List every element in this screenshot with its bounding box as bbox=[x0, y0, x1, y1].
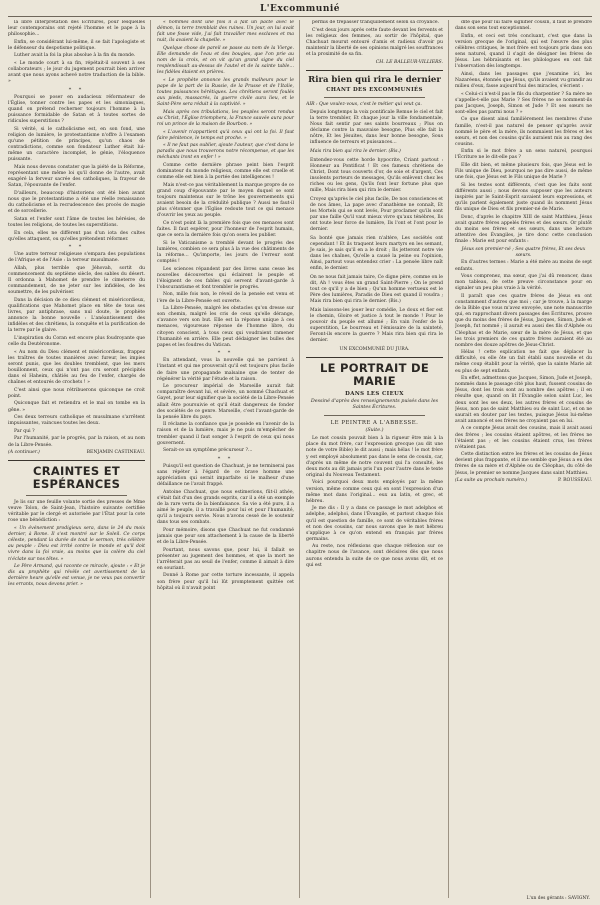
paragraph: Elle dit bien, et même plusieurs fois, que Jésus est le Fils unique de Dieu, pourquoi ne pas dire aussi, de même une fois, que Jésus est le Fils unique de Marie ? bbox=[455, 163, 592, 181]
paragraph: Mais n'est-ce pas véritablement la marque propre de ce grand coup d'épouvante par le moyen duquel se sont toujours maintenus sur le trône les gouvernements qui avaient besoin de la crédulité publique ? Aussi ne faut-il plus s'étonner que l'Église redoute tout ce qui menace d'ouvrir les yeux au peuple. bbox=[157, 182, 294, 219]
masthead: L'Excommunié bbox=[8, 4, 592, 17]
article-note: Dessiné d'après des renseignements puisés dans les Saintes Écritures. bbox=[310, 398, 439, 410]
paragraph: Puisqu'il est question de Chachuat, je ne terminerai pas sans répéter à l'égard de ce brave homme une appréciation qui serait imparfaite si le malheur d'une défaillance ne l'avait frappé. bbox=[157, 463, 294, 488]
author-signature: BENJAMIN CASTINEAU. bbox=[86, 450, 145, 456]
paragraph: « Celui-ci n'est-il pas le fils du charpentier ? Sa mère ne s'appelle-t-elle pas Marie ? Ses frères ne se nomment-ils pas Jacques, Joseph, Simon et Jude ? Et ses sœurs ne sont-elles pas parmi nous ? » bbox=[455, 91, 592, 115]
section-heading: LE PEINTRE A L'ABBESSE. bbox=[330, 420, 419, 427]
divider bbox=[26, 495, 127, 496]
paragraph: L'inspiration du Coran est encore plus foudroyante que celle du Deutéronome. bbox=[8, 336, 145, 348]
paragraph: Donc, d'après le chapitre XIII de saint Matthieu, Jésus avait quatre frères appelés frères et des sœurs. Or plutôt du moins ses frères et ses sœurs, dans une lecture attentive des Évangiles, je tire donc cette conclusion finale : Marie est pour enfants : bbox=[455, 214, 592, 245]
paragraph: Il paraît que ces quatre frères de Jésus en ont constamment d'autres que moi ; car je trouve, à la marge de la Bible que vous m'avez envoyée, une note manuscrite qui, en rapprochant divers passages des Écritures, prouve que du moins des frères de Jésus, Jacques, Simon, Jude et Joseph, fut nommé ; il aurait eu aussi des fils d'Alphée ou Cléophas et de Marie, sœur de la mère de Jésus, et que les trois premiers de ces quatre frères auraient été au nombre des douze apôtres de Jésus-Christ. bbox=[455, 293, 592, 348]
song-air: AIR : Que voulez-vous, c'est le métier qui veut ça. bbox=[306, 101, 422, 107]
article-title: LE PORTRAIT DE MARIE bbox=[319, 360, 430, 388]
paragraph: Antoine Chachuat, que nous estimerions, fût-il athée, s'était fait d'un des grands esprits, car il a été un exemple de la rare vertu de la bienfaisance. Sa vie a été pure, il a aimé le peuple, il a travaillé pour lui et pour l'humanité, qu'il a toujours servie. Nous n'avons cessé de le soutenir dans tous ses combats. bbox=[157, 489, 294, 526]
paragraph: Cette distinction entre les frères et les cousins de Jésus devient plus frappante, et il me semble que Jésus a eu des frères de sa mère et d'Alphée ou de Cléophas, du côté de Jésus, le premier se nomme Jacques dans saint Matthieu. bbox=[455, 452, 592, 476]
author-signature: P. ROUSSEAU. bbox=[558, 478, 592, 484]
paragraph: « hommes dont une fois il a fait un pacte avec le démon, la terre tremblait des ruines. Un jour, on lui avait fait une fosse vide, j'ai fait travailler mes esclaves et ma nuit, ils avaient la chapelle. » bbox=[157, 20, 294, 44]
column-2 bbox=[157, 20, 300, 898]
separator-stars: * * bbox=[68, 244, 85, 251]
paragraph: Luther avait la foi la plus absolue à la fin du monde. bbox=[14, 53, 136, 59]
paragraph: Serait-ce un symptôme précurseur ?… bbox=[163, 448, 253, 454]
paragraph: Au reste, nos réflexions que chaque réflexion sur ce chapitre nous de l'avance, sont décisives dès que nous aurons entendu la suite de ce que nous avons dit, et ce qui est bbox=[306, 544, 443, 568]
song-stanza: Croyez qu'après le ciel plus facile, De nos consciences et de nos âmes, La pape avec d'anathème ne connaît, Et les Mortels qui se sont levés, Pour proclamer qu'ils sont par une faille Qu'il vaut mieux vivre qu'aux ténèbres, Ils ont toute leur force de lumière, Ils l'ont et l'ont pour le dernier. bbox=[310, 196, 443, 233]
paragraph: Les sciences répandent par des livres sans cesse les nouvelles découvertes qui éclairent le peuple et l'éloignent de ces fables qui servent d'avant-garde à l'obscurantisme et font trembler le progrès. bbox=[157, 266, 294, 290]
divider bbox=[8, 460, 145, 461]
paragraph: Quelque chose de pareil se passe au nom de la Vierge. Elle demande de l'eau et des bougies, que l'on prie au nom de la croix, et on vit qu'un grand signe du ciel resplendissait au-dessus de l'autel et de la sainte table… les fidèles étaient en prières. bbox=[157, 45, 294, 76]
paragraph: Par l'humanité, par le progrès, par la raison, et au nom de la Libre-Pensée. bbox=[8, 436, 145, 448]
paragraph: C'est deux jours après cette faute devant les fervents et les religieux des femmes, au sortir de l'hôpital, que Chachuat mourut entouré d'amis et radieux d'avoir pu maintenir la liberté de ses opinions malgré les souffrances et la proximité de sa fin. bbox=[306, 27, 443, 57]
columns bbox=[8, 20, 592, 898]
paragraph: la libre interprétation des Écritures, pour lesquelles leur contemporains ont rejeté l'homme et le pape à la philosophie… bbox=[8, 20, 145, 38]
paragraph: « Le prophète annonce les grands malheurs pour le pape de la part de la Russie, de la Prusse et de l'Italie, toutes puissances hérétiques. Les chrétiens seront foulés aux pieds, massacrés, la guerre civile aura lieu, et le Saint-Père sera réduit à la captivité. » bbox=[157, 77, 294, 108]
paragraph: Vous comprenez, ma sœur, que j'ai dû renoncer, dans mon tableau, de cette preuve circonstance pour en signaler un peu plus vraie à la vérité. bbox=[455, 274, 592, 292]
author-signature: CH. LE BALLEUR-VILLIERS. bbox=[375, 59, 443, 65]
paragraph: Satan et l'enfer sont l'âme de toutes les hérésies, de toutes les religions, de toutes les superstitions. bbox=[8, 216, 145, 228]
paragraph: Ce que disent ainsi familièrement les membres d'une famille, n'est-il pas naturel de penser qu'après avoir nommé le père et la mère, ils nommaient les frères et les sœurs, et non des cousins qu'ils auraient mis au rang des cousins. bbox=[455, 117, 592, 147]
paragraph: Le mot cousin pouvait bien à la rigueur être mis à la place du mot frère, car l'expression grecque (au dit une note de votre Bible) le dit aussi ; mais hélas ! le mot frère y est employé absolument pas dans le sens de cousin, car, d'après un même de notre couvent qui l'a consulté, les deux mots au dit jamais pris l'un pour l'autre dans le texte original du Nouveau Testament. bbox=[306, 436, 443, 478]
paragraph: C'est ainsi que nous rétribuerons quiconque ne croit point. bbox=[8, 387, 145, 399]
paragraph: Il réclame la confiance que je possède en l'avenir de la raison et de la lumière, mais je ne puis m'empêcher de trembler quand il faut songer à l'esprit de ceux qui nous gouvernent. bbox=[157, 422, 294, 446]
paragraph: Le procureur impérial de Marseille aurait fait comparaître devant lui, et sévère, un nommé Chachuat et Gayet, pour leur signifier que la société de la Libre-Pensée allait être poursuivie et qu'il était dangereux de fonder des sociétés de ce genre. Marseille, c'est l'avant-garde de la pensée libre du pays. bbox=[157, 384, 294, 420]
separator-stars: * * bbox=[217, 455, 234, 462]
paragraph: « Il ne faut pas oublier, ajoute l'auteur, que c'est dans le paradis que nous trouverons notre récompense, et que les méchants iront en enfer ! » bbox=[157, 143, 294, 161]
song-stanza: Entendez-vous cette horde hypocrite, Criant partout : Honneur au Pontificat ! Et ces fameux chrétiens de Christ, Dont tous couverts d'or, de soie et d'argent, Ces insolents porteurs de messages, Qu'ils enlèvent chez les riches ou les gens, Qu'ils font leur fortune plus que mille, Mais rira bien qui rira le dernier. bbox=[310, 157, 443, 193]
paragraph: Si les textes sont différents, c'est que les faits sont différents aussi ; nous devons supposer que les auteurs inspirés par le Saint-Esprit savaient leurs expressions, et qu'ils parlent également juste quand ils nomment Jésus fils unique de Dieu et fils premier-né de Marie. bbox=[455, 182, 592, 213]
paragraph: La Libre-Pensée, malgré les obstacles qu'on dresse sur son chemin, malgré les cris de ceux qu'elle dérange, s'avance vers son but. Elle est la réponse unique à ces menaces, vigoureuse réponse de l'homme libre, du citoyen conscient, à tous ceux qui voudraient ramener l'humanité en arrière. Elle peut dédaigner les bulles des papes et les foudres du Vatican. bbox=[157, 306, 294, 348]
song-title: Rira bien qui rira le dernier bbox=[308, 74, 441, 85]
paragraph: Si vérité, si le catholicisme est, en son fond, une religion de lumière, le protestantisme n'offre à l'examen qu'une pétition de principes, qu'un chaos de contradictions, comme son fondateur Luther était lui-même un caractère incomplet, le génie, l'éloquence puissante. bbox=[8, 127, 145, 163]
column-1 bbox=[8, 20, 151, 898]
paragraph: Dans la décision de ce dieu clément et miséricordieux, qualifications que Mahomet place en tête de tous ses livres, par antiphrase, sans nul doute, le prophète annonce la bonne nouvelle : L'anéantissement des infidèles et des chrétiens, la conquête et la purification de la terre par le glaive. bbox=[8, 297, 145, 334]
paragraph: Pour mémoire, disons que Chachuat ne fut condamné jamais que pour son attachement à la cause de la liberté et de la Libre-Pensée. bbox=[157, 527, 294, 545]
song-stanza: On ne nous fait jamais taire, Ce digne père, comme on le dit, Ah ! vous êtes un grand Saint-Pierre ; On le prend tout ce qu'il y a de bien ; Qu'un homme vertueux est le Père des lumières, Paradis de Dieu est quand il voudra ; Mais rira bien qui rira le dernier. (Bis.) bbox=[310, 274, 443, 305]
paragraph: Je lis sur une feuille volante sortie des presses de Mme veuve Tolon, de Saint-Jean, l'histoire suivante certifiée véritable par le clergé et autorisée par l'État pour la cote rose une bénédiction : bbox=[8, 500, 145, 524]
song-stanza: Sa bonté que jamais rien n'altère, Les sociétés ont cependant ! Et ils traquent leurs martyrs en les semant, Je sais, je sais qu'il en a le droit ; Ils jetteront notre vie dans les chaînes, Qu'elle a causé la peine ou l'opinion, Ainsi, partout vous entendez crier : La pensée libre naît enfin, le dernier. bbox=[310, 235, 443, 272]
paragraph: A ce compte Jésus avait des cousins, mais il avait aussi des frères ; les cousins étaient apôtres, et les frères ne l'étaient pas ; et les cousins étaient crus, les frères n'étaient pas. bbox=[455, 426, 592, 450]
paragraph: Ainsi, dans les passages que j'examine ici, les Nazaréens, étonnés que Jésus, qu'ils avaient vu grandir au milieu d'eux, fasse aujourd'hui des miracles, s'écrient : bbox=[455, 71, 592, 89]
divider bbox=[306, 70, 443, 71]
paragraph: Enfin, et ceci est très concluant, c'est que dans la version grecque de l'original, qui est l'œuvre des plus célèbres critiques, le mot frère est toujours pris dans son sens naturel, quand il s'agit de désigner les frères de Jésus. Les hébraïsants et les philologues en ont fait l'observation dès longtemps. bbox=[455, 33, 592, 70]
paragraph: Si le Vaticanisme a tremblé devant le progrès des lumières, combien ce sera plus à la vue des châtiments de la réforme… Qu'importe, les jours de l'erreur sont comptés ! bbox=[157, 240, 294, 264]
paragraph: Comme cette dernière phrase peint bien l'esprit dominateur du monde religieux, comme elle est cruelle et comme elle est bien à la portée des intelligences ! bbox=[157, 163, 294, 181]
paragraph: En d'autres termes : Marie a été mère au moins de sept enfants. bbox=[455, 260, 592, 272]
paragraph: Enfin si le mot frère a un sens naturel, pourquoi l'Écriture ne le dit-elle pas ? bbox=[455, 149, 592, 161]
column-3 bbox=[306, 20, 449, 898]
paragraph: En effet, admettons que Jacques, Simon, Jude et Joseph, nommés dans le passage cité plus haut, fussent cousins de Jésus, dont les trois sont au nombre des apôtres ; il en résulte que, quand on lit l'Évangile selon saint Luc, les deux sont les ses deux, les autres frères et cousins de Jésus, non pas de saint Matthieu ou de saint Luc, et on ne saurait en douter par les textes, puisque Jésus lui-même avait annoncé et ses frères ne croyaient pas en lui. bbox=[455, 376, 592, 424]
paragraph: Une autre terreur religieuse s'empara des populations de l'Afrique et de l'Asie : la terreur musulmane. bbox=[8, 252, 145, 264]
paragraph: En cela, elles ne diffèrent pas d'un iota des cultes qu'elles attaquent, ou qu'elles prétendent réformer. bbox=[8, 230, 145, 242]
separator-stars: * * bbox=[217, 350, 234, 357]
paragraph: Enfin, se considérant lui-même, il se fait l'apologiste et le défenseur du despotisme politique. bbox=[8, 39, 145, 51]
song-stanza: Depuis longtemps la voix pontificale Remue le ciel et fait la terre trembler, Et chaque jour la ville fondamentale, Nous fait sentir par ses saints bourreaux ; Plus on déclame contre la mauvaise besogne, Plus elle fait la nôtre, Et les Jésuites, dans leur bonne besogne, Sous influence de terreurs et puissances… bbox=[310, 109, 443, 146]
paragraph: Ces deux terreurs catholique et musulmane s'arrêtent impuissantes, vaincues toutes les deux. bbox=[8, 415, 145, 427]
song-refrain: Mais rira bien qui rira le dernier. (Bis.) bbox=[310, 148, 401, 154]
paragraph: « Un événement prodigieux sera, dans le 24 du mois dernier, à Rome. Il s'est montré sur le Soleil. Ce corps céleste, pendant la durée de tout le sermon, très célèbre au peuple : Dieu est irrité contre le monde et qu'il doit vivre dans la foi vraie, au moins que la colère du ciel n'éclate sur nos têtes. » bbox=[8, 526, 145, 562]
paragraph: Allah, plus terrible que Jéhovah, sortit du commencement du septième siècle, des sables du désert. Il ordonna à Mahomet de prendre le cimeterre du commandement, de ne jeter sur les infidèles, de les soumettre, de les pulvériser. bbox=[8, 265, 145, 296]
paragraph: Ce n'est point là la première fois que ces menaces sont faites. Il faut espérer, pour l'honneur de l'esprit humain, que ce sera la dernière fois qu'on osera les publier. bbox=[157, 220, 294, 239]
divider bbox=[324, 97, 425, 98]
paragraph: Mais après ces tribulations, les peuples seront rendus au Christ, l'Église triomphera, la France sauvée aura pour roi un prince de la maison de Bourbon. » bbox=[157, 109, 294, 127]
paragraph: Par qui ? bbox=[14, 428, 35, 434]
paragraph: « Au nom du Dieu clément et miséricordieux, frappez les traîtres de toutes manières avec fureur, les impies seront punis, que les doubles tremblent, que les mers bouillonnent, ceux qui n'ont pas cru seront précipités dans el Haheim, châtiés au feu de l'enfer, chargés de chaînes et entourés de crochets ! » bbox=[8, 349, 145, 386]
divider bbox=[306, 357, 443, 358]
paragraph: Quiconque fait et retiendra et le mal on tombe en la gêne. » bbox=[8, 401, 145, 413]
divider bbox=[324, 415, 425, 416]
signature-line bbox=[8, 450, 145, 456]
paragraph: permis de trépasser tranquillement selon sa croyance. bbox=[312, 20, 440, 25]
paragraph: Pourtant, nous savons que, pour lui, il fallait se présenter au jugement des hommes, et que la mort ne l'arrêterait pas au seuil de l'enfer, comme il aimait à dire en souriant. bbox=[157, 547, 294, 571]
paragraph: Jésus son premier-né ; Ses quatre frères, Et ses deux sœurs. bbox=[461, 246, 586, 258]
song-signature: UN EXCOMMUNIÉ DU JURA. bbox=[339, 346, 410, 352]
paragraph: En attendant, vous la nouvelle qui ne parvient à l'instant et qui me prouverait qu'il est toujours plus facile de faire une propagande malsaine que de tenter de régénérer la vérité par l'étude et la raison. bbox=[157, 358, 294, 382]
signature-line bbox=[455, 478, 592, 484]
paragraph: Hélas ! cette explication ne fait que déplacer la difficulté, ou elle ôte un fait établi sans nouvelle et du même coup établit pour la vérité, que la sainte Marie ait eu plus de sept enfants. bbox=[455, 350, 592, 374]
paragraph: Voici pourquoi deux mots employés par la même version, même comme ceux qui en sont l'expression d'un même mot dans l'original… eux au latin, et grec, et hébreu. bbox=[306, 480, 443, 504]
section-number: (Suite.) bbox=[365, 428, 384, 434]
paragraph: D'ailleurs, beaucoup d'historiens ont été bien avant nous que le protestantisme a été une réelle renaissance du catholicisme et la recrudescence des procès de magie et de sorcellerie. bbox=[8, 190, 145, 215]
paragraph: Je me dis : Il y a dans ce passage le mot adelphos et adelphe, adelphoi, dans l'Évangile, et partout chaque fois qu'il est question de famille, ce sont de véritables frères et non des cousins, car nous savons que le mot hébreu s'applique à ce qu'on entend en français par frères germains. bbox=[306, 506, 443, 542]
paragraph: Non, mille fois non, le réveil de la pensée est venu et l'ère de la Libre-Pensée est ouverte. bbox=[157, 292, 294, 304]
paragraph: Mais nous devons constater que la piété de la Réforme, représentant une même loi qu'il donne de l'autre, avait exagéré la ferveur sacrée des catholiques, la frayeur de Satan, l'épouvante de l'enfer. bbox=[8, 165, 145, 189]
song-stanza: Mais laissons-les jouer leur comédie, Le doux et fier est le chemin, Gloire et justice à tout le monde ! Pour le pouvoir du peuple est allumé ; En vain l'enfer de la superstition, Le bourreau et l'émissaire de la sainteté, Feront-ils encore la guerre ? Mais rira bien qui rira le dernier. bbox=[310, 307, 443, 344]
separator-stars: * * bbox=[68, 86, 85, 93]
paragraph: « L'avenir n'appartient qu'à ceux qui ont la foi. Il faut faire pénitence, le temps est proche. » bbox=[157, 129, 294, 141]
article-title: CRAINTES ET ESPÉRANCES bbox=[32, 464, 121, 492]
continuation-note: (La suite au prochain numéro.) bbox=[455, 478, 528, 484]
column-4 bbox=[455, 20, 592, 898]
paragraph: dite que pour lui faire signifier cousin, il faut le prendre dans son sens tout exceptionnel. bbox=[455, 20, 592, 32]
paragraph: « Le monde court à sa fin, répétait-il souvent à ses collaborateurs ; le jour du jugement pourrait bien arriver avant que nous ayons achevé notre traduction de la bible. » bbox=[8, 61, 145, 85]
paragraph: Pourquoi se poser en audacieux réformateur de l'Église, tonner contre les papes et les simoniaques, quand on prétend recherner toujours l'homme à la puissance formidable de Satan et à toutes sortes de ridicules superstitions ? bbox=[8, 95, 145, 125]
continuation-note: (A continuer.) bbox=[8, 450, 40, 456]
song-subtitle: CHANT DES EXCOMMUNIÉS bbox=[326, 86, 423, 93]
article-subtitle: DANS LES CIEUX bbox=[345, 390, 404, 397]
paragraph: Le Père Armand, qui raconte ce miracle, ajoute : « Et je dis au prophète qui révèle cet avertissement de la dernière heure qu'elle est venue, je ne veux pas convertir les errants, nous devons prier. » bbox=[8, 564, 145, 588]
paragraph: Donné à Rome par cette torture incessante, il appela son frère pour qu'il lui lût promptement quittée cet hôpital où il n'avait point bbox=[157, 573, 294, 591]
footer-manager: L'un des gérants : SAVIGNY. bbox=[526, 896, 590, 901]
